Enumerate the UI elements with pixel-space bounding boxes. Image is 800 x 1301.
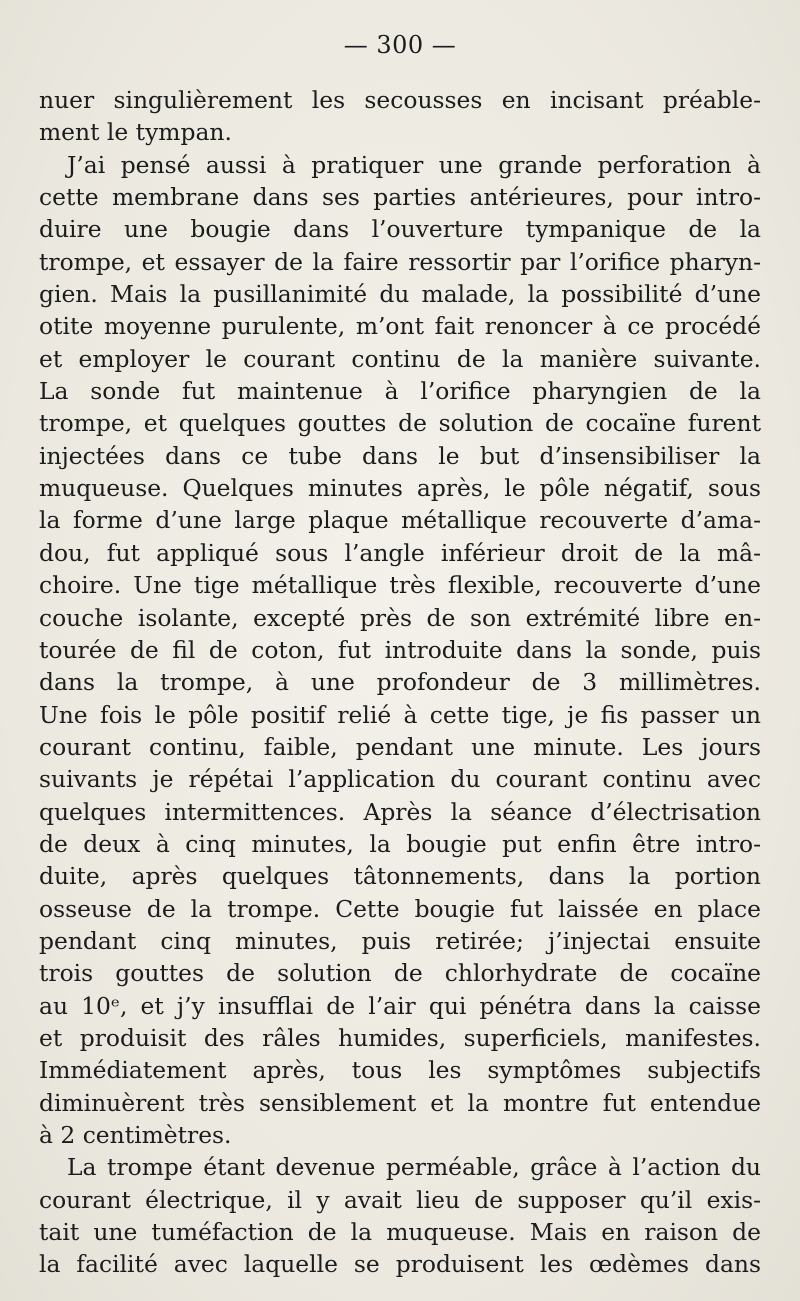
text-line: injectées dans ce tube dans le but d’insensibiliser la	[39, 441, 761, 470]
text-line: duire une bougie dans l’ouverture tympanique de la	[39, 215, 761, 244]
text-line: suivants je répétai l’application du courant continu avec	[39, 765, 761, 794]
text-line: Immédiatement après, tous les symptômes subjectifs	[39, 1056, 761, 1085]
text-line: trois gouttes de solution de chlorhydrate de cocaïne	[39, 959, 761, 988]
paragraph-start-line: J’ai pensé aussi à pratiquer une grande perforation à	[67, 150, 761, 179]
text-line: la forme d’une large plaque métallique recouverte d’ama-	[39, 506, 761, 535]
text-line: courant électrique, il y avait lieu de supposer qu’il exis-	[39, 1185, 761, 1214]
text-line: tourée de fil de coton, fut introduite dans la sonde, puis	[39, 635, 761, 664]
text-line: couche isolante, excepté près de son extrémité libre en-	[39, 603, 761, 632]
text-line: choire. Une tige métallique très flexible, recouverte d’une	[39, 571, 761, 600]
text-line: muqueuse. Quelques minutes après, le pôle négatif, sous	[39, 474, 761, 503]
text-line: et produisit des râles humides, superficiels, manifestes.	[39, 1023, 761, 1052]
text-line: pendant cinq minutes, puis retirée; j’injectai ensuite	[39, 926, 761, 955]
text-line: au 10ᵉ, et j’y insufflai de l’air qui pénétra dans la caisse	[39, 991, 761, 1020]
text-line: gien. Mais la pusillanimité du malade, la possibilité d’une	[39, 280, 761, 309]
text-line: la facilité avec laquelle se produisent les œdèmes dans	[39, 1250, 761, 1279]
text-line: La sonde fut maintenue à l’orifice pharyngien de la	[39, 377, 761, 406]
text-line: de deux à cinq minutes, la bougie put enfin être intro-	[39, 829, 761, 858]
text-line: cette membrane dans ses parties antérieures, pour intro-	[39, 183, 761, 212]
text-line: dou, fut appliqué sous l’angle inférieur droit de la mâ-	[39, 538, 761, 567]
text-line: quelques intermittences. Après la séance d’électrisation	[39, 797, 761, 826]
page-number: — 300 —	[343, 31, 457, 59]
text-line: diminuèrent très sensiblement et la montre fut entendue	[39, 1088, 761, 1117]
text-line: duite, après quelques tâtonnements, dans la portion	[39, 862, 761, 891]
text-line: courant continu, faible, pendant une minute. Les jours	[39, 732, 761, 761]
text-line: trompe, et essayer de la faire ressortir par l’orifice pharyn-	[39, 247, 761, 276]
text-line: dans la trompe, à une profondeur de 3 millimètres.	[39, 668, 761, 697]
text-line: Une fois le pôle positif relié à cette tige, je fis passer un	[39, 700, 761, 729]
text-line: ment le tympan.	[39, 118, 232, 147]
text-line: otite moyenne purulente, m’ont fait renoncer à ce procédé	[39, 312, 761, 341]
text-line: trompe, et quelques gouttes de solution de cocaïne furent	[39, 409, 761, 438]
paragraph-start-line: La trompe étant devenue perméable, grâce à l’action du	[67, 1153, 761, 1182]
text-line: nuer singulièrement les secousses en incisant préable-	[39, 86, 761, 114]
text-line: osseuse de la trompe. Cette bougie fut laissée en place	[39, 894, 761, 923]
text-line: à 2 centimètres.	[39, 1121, 232, 1149]
text-line: tait une tuméfaction de la muqueuse. Mais en raison de	[39, 1218, 761, 1247]
text-line: et employer le courant continu de la manière suivante.	[39, 344, 761, 373]
body-text	[39, 84, 761, 1281]
